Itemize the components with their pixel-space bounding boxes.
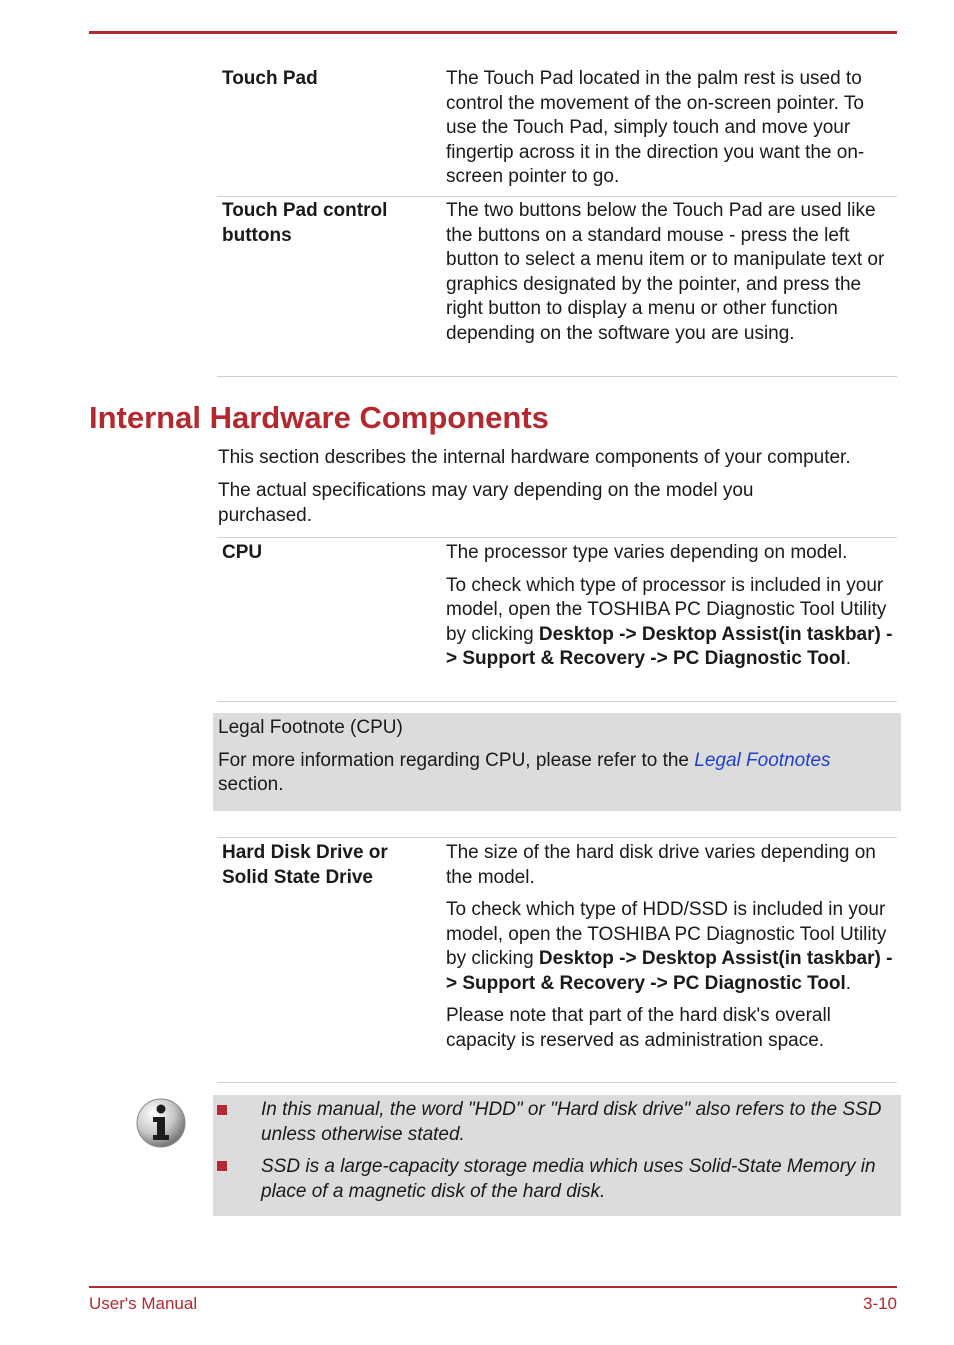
section-title: Internal Hardware Components (89, 400, 549, 435)
row-divider (217, 1082, 897, 1083)
hdd-menu-path: Desktop -> Desktop Assist(in taskbar) -> Support & Recovery -> PC Diagnostic Tool (446, 948, 893, 994)
footer-title: User's Manual (89, 1294, 198, 1313)
legal-footnote-box (213, 713, 901, 811)
info-icon (136, 1098, 186, 1148)
note-bullet-text: SSD is a large-capacity storage media which uses Solid-State Memory in place of a magnetic disk of the hard disk. (261, 1156, 876, 1202)
hdd-note-box (213, 1095, 901, 1216)
row-divider (217, 376, 897, 377)
term-hdd: Hard Disk Drive or Solid State Drive (222, 842, 388, 888)
row-divider (217, 837, 897, 838)
hdd-text-3: Please note that part of the hard disk's overall capacity is reserved as administration space. (446, 1005, 831, 1051)
cpu-text-1: The processor type varies depending on model. (446, 542, 848, 563)
intro-paragraph-2: The actual specifications may vary depending on the model you purchased. (218, 480, 754, 526)
hdd-text-1: The size of the hard disk drive varies depending on the model. (446, 842, 876, 888)
row-divider (217, 196, 897, 197)
note-bullet-text: In this manual, the word "HDD" or "Hard disk drive" also refers to the SSD unless otherwise stated. (261, 1099, 882, 1145)
legal-footnotes-link[interactable]: Legal Footnotes (694, 749, 831, 771)
desc-touch-pad: The Touch Pad located in the palm rest is used to control the movement of the on-screen pointer. To use the Touch Pad, simply touch and move your fingertip across it in the direction you want the on-screen pointer to go. (446, 68, 865, 187)
header-rule (89, 31, 897, 34)
bullet-icon (217, 1161, 227, 1171)
term-touch-pad: Touch Pad (222, 68, 318, 89)
bullet-icon (217, 1105, 227, 1115)
legal-footnote-title: Legal Footnote (CPU) (218, 717, 403, 738)
desc-cpu (446, 541, 897, 680)
cpu-menu-path: Desktop -> Desktop Assist(in taskbar) -> Support & Recovery -> PC Diagnostic Tool (446, 623, 893, 669)
term-cpu: CPU (222, 542, 263, 563)
hdd-text-2: To check which type of HDD/SSD is included in your model, open the TOSHIBA PC Diagnostic Tool Utility by clicking Desktop -> Desktop Assist(in taskbar) -> Support & Recovery -> PC Diagnostic Tool. (446, 899, 893, 994)
row-divider (217, 701, 897, 702)
desc-touch-pad-buttons: The two buttons below the Touch Pad are used like the buttons on a standard mouse - press the left button to select a menu item or to manipulate text or graphics designated by the pointer, and press the right button to display a menu or other function depending on the software you are using. (446, 200, 885, 344)
cpu-text-2: To check which type of processor is included in your model, open the TOSHIBA PC Diagnostic Tool Utility by clicking Desktop -> Desktop Assist(in taskbar) -> Support & Recovery -> PC Diagnostic Tool. (446, 574, 893, 669)
footer-rule (89, 1286, 897, 1288)
row-divider (217, 537, 897, 538)
page-number: 3-10 (862, 1294, 897, 1313)
intro-paragraph: This section describes the internal hardware components of your computer. (218, 447, 851, 468)
term-touch-pad-buttons: Touch Pad control buttons (222, 200, 388, 246)
desc-hdd (446, 841, 897, 1061)
legal-footnote-text: For more information regarding CPU, please refer to the Legal Footnotes section. (218, 749, 831, 795)
